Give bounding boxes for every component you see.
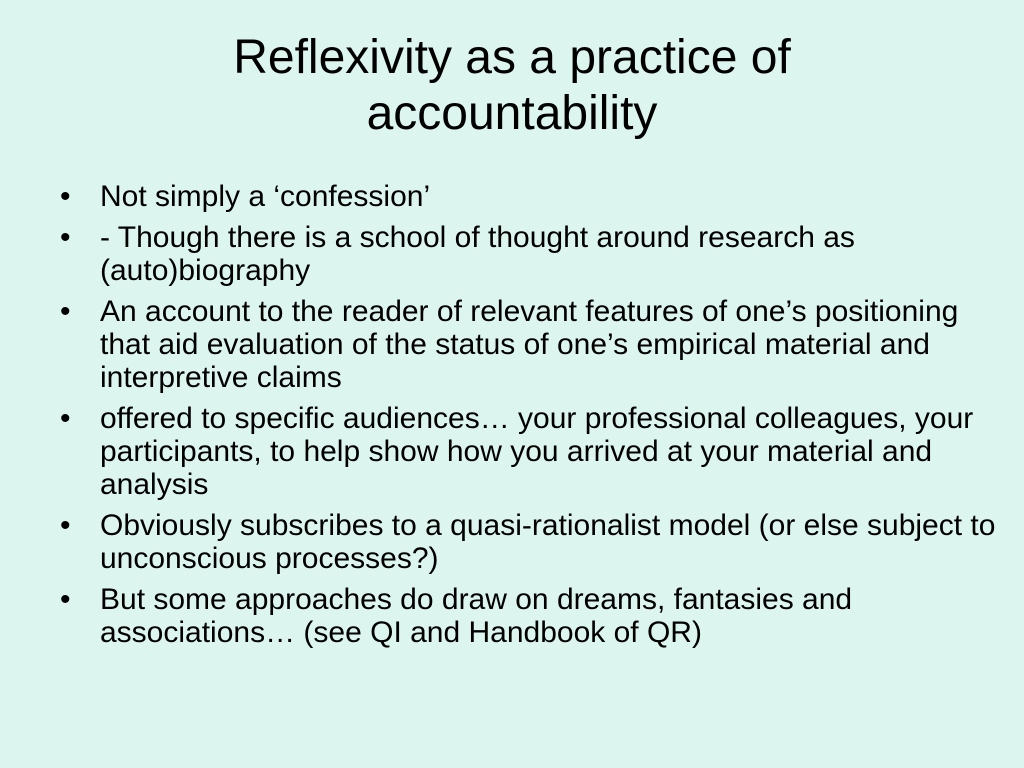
bullet-item xyxy=(0,583,1000,649)
bullet-icon: • xyxy=(60,221,71,254)
bullet-item xyxy=(0,509,1000,575)
bullet-text: Obviously subscribes to a quasi-rationalist model (or else subject to unconscious processes?) xyxy=(100,509,996,575)
bullet-text: But some approaches do draw on dreams, fantasies and associations… (see QI and Handbook of QR) xyxy=(100,583,853,649)
bullet-text: An account to the reader of relevant features of one’s positioning that aid evaluation of the status of one’s empirical material and interpretive claims xyxy=(100,295,959,394)
bullet-text: - Though there is a school of thought around research as (auto)biography xyxy=(100,221,855,287)
bullet-item xyxy=(0,180,1000,213)
bullet-icon: • xyxy=(60,509,71,542)
bullet-item xyxy=(0,295,1000,394)
slide-title xyxy=(0,30,1024,142)
bullet-icon: • xyxy=(60,295,71,328)
bullet-icon: • xyxy=(60,583,71,616)
slide-title-line-2: accountability xyxy=(366,87,658,140)
slide-title-line-1: Reflexivity as a practice of xyxy=(233,31,791,84)
bullet-icon: • xyxy=(60,180,71,213)
bullet-list xyxy=(0,180,1000,657)
bullet-icon: • xyxy=(60,402,71,435)
bullet-text: offered to specific audiences… your professional colleagues, your participants, to help show how you arrived at your material and analysis xyxy=(100,402,974,501)
bullet-text: Not simply a ‘confession’ xyxy=(100,180,431,213)
bullet-item xyxy=(0,221,1000,287)
bullet-item xyxy=(0,402,1000,501)
